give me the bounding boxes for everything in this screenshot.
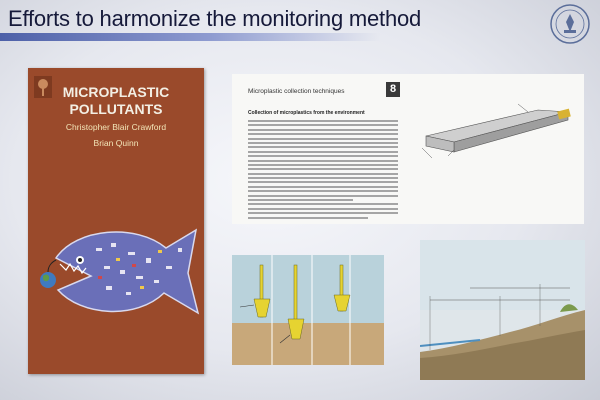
sediment-sampling-diagram-icon bbox=[232, 255, 384, 365]
sampling-net-icon bbox=[418, 98, 578, 160]
slide-title: Efforts to harmonize the monitoring method bbox=[8, 6, 422, 31]
cover-author-1: Christopher Blair Crawford bbox=[65, 122, 167, 132]
book-page bbox=[232, 74, 584, 224]
page-subheading: Collection of microplastics from the environment bbox=[248, 110, 365, 116]
book-cover bbox=[28, 68, 204, 374]
cover-title-line1: MICROPLASTIC bbox=[62, 84, 170, 100]
chapter-number: 8 bbox=[386, 82, 400, 97]
cover-author-2: Brian Quinn bbox=[93, 138, 139, 148]
beach-zones-diagram-icon bbox=[420, 240, 585, 380]
body-text-block bbox=[248, 120, 398, 221]
university-seal-icon bbox=[548, 2, 592, 46]
cover-title-line2: POLLUTANTS bbox=[69, 101, 163, 117]
plastic-fish-icon bbox=[36, 218, 204, 328]
page-heading: Microplastic collection techniques bbox=[248, 88, 345, 95]
title-underline bbox=[0, 33, 380, 41]
